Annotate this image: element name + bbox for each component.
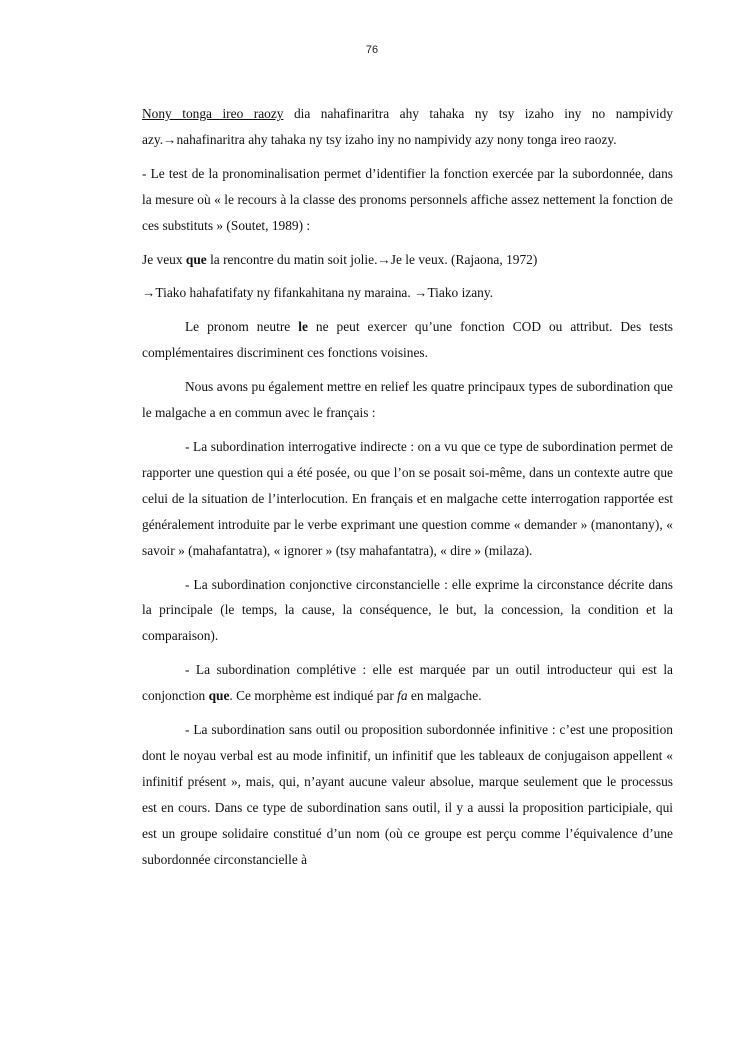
text-run: en malgache. [407,688,482,704]
paragraph-indirect-interrogative: - La subordination interrogative indirecte : on a vu que ce type de subordination permet de rapporter une question qui a été posée, ou que l’on se posait soi-même, dans un contexte autre que celui de la situation de l’interlocution. En français et en malgache cette interrogation rapportée est généralement introduite par le verbe exprimant une question comme « demander » (manontany), « savoir » (mahafantatra), « ignorer » (tsy mahafantatra), « dire » (milaza). [142,438,673,558]
paragraph-example-translation: →Tiako hahafatifaty ny fifankahitana ny maraina. →Tiako izany. [142,285,494,301]
page-number: 76 [365,44,379,56]
text-run: - La subordination complétive : elle est marquée par un outil introducteur qui est la conjonction [142,662,673,704]
italic-term: fa [397,688,408,704]
paragraph-circumstantial: - La subordination conjonctive circonstancielle : elle exprime la circonstance décrite dans la principale (le temps, la cause, la conséquence, le but, la concession, la condition et la comparaison). [142,576,673,644]
document-body [142,101,673,880]
paragraph-pronominalisation-test: - Le test de la pronominalisation permet d’identifier la fonction exercée par la subordonnée, dans la mesure où « le recours à la classe des pronoms personnels affiche assez nettement la fonction de ces substituts » (Soutet, 1989) : [142,165,673,233]
paragraph-completive [142,657,673,709]
bold-term: que [208,688,230,704]
text-run: Le pronom neutre [185,319,299,335]
paragraph-neutral-pronoun [142,314,673,366]
text-run: Je veux [142,251,186,267]
underlined-phrase: Nony tonga ireo raozy [142,106,284,121]
paragraph-example-malagasy [142,101,673,153]
text-run: ne peut exercer qu’une fonction COD ou attribut. Des tests complémentaires discriminent ces fonctions voisines. [142,319,674,361]
paragraph-text: dia nahafinaritra ahy tahaka ny tsy izaho iny no nampividy azy.→nahafinaritra ahy tahaka ny tsy izaho iny no nampividy azy nony tonga ireo raozy. [142,106,673,147]
paragraph-four-types-intro: Nous avons pu également mettre en relief les quatre principaux types de subordination que le malgache a en commun avec le français : [142,379,673,421]
paragraph-infinitive: - La subordination sans outil ou proposition subordonnée infinitive : c’est une proposition dont le noyau verbal est au mode infinitif, un infinitif que les tableaux de conjugaison appellent « infinitif présent », mais, qui, n’ayant aucune valeur absolue, marque seulement que le processus est en cours. Dans ce type de subordination sans outil, il y a aussi la proposition participiale, qui est un groupe solidaire constitué d’un nom (où ce groupe est perçu comme l’équivalence d’une subordonnée circonstancielle à [142,722,673,867]
bold-term: le [298,319,308,335]
text-run: la rencontre du matin soit jolie.→Je le veux. (Rajaona, 1972) [206,251,538,267]
text-run: . Ce morphème est indiqué par [229,688,398,704]
paragraph-example-french [142,247,673,273]
bold-term: que [185,251,207,267]
